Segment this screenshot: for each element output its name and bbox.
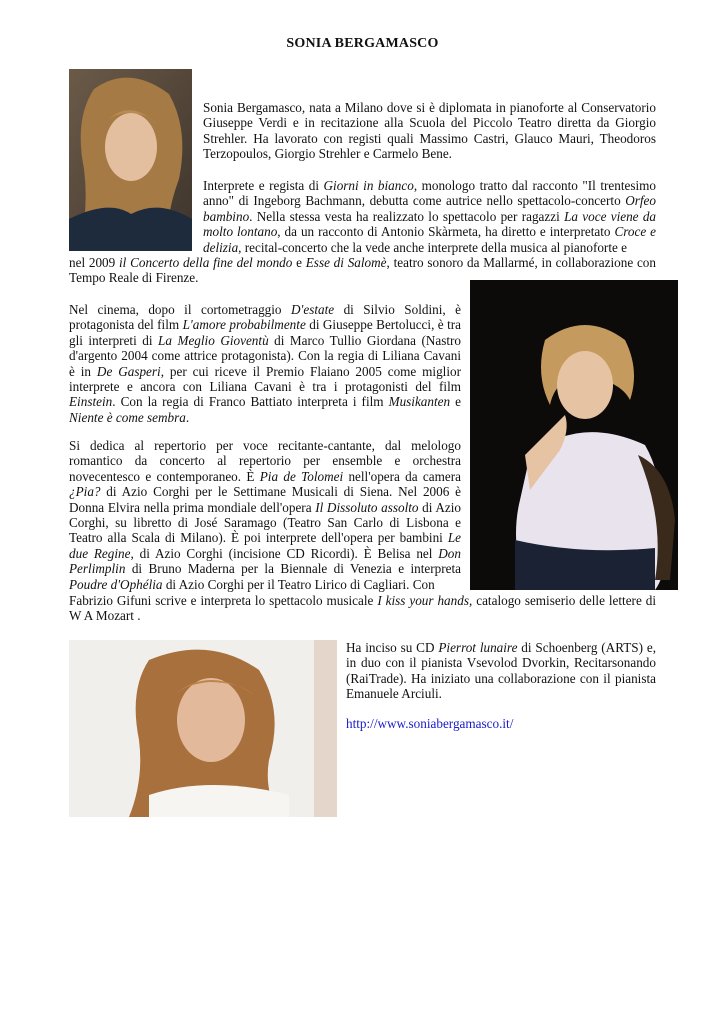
website-link[interactable]: http://www.soniabergamasco.it/ — [346, 716, 514, 731]
bio-paragraph-5: Ha inciso su CD Pierrot lunaire di Schoenberg (ARTS) e, in duo con il pianista Vsevolod Dvorkin, Recitarsonando (RaiTrade). Ha iniziato una collaborazione con il pianista Emanuele Arciuli. — [346, 640, 656, 702]
portrait-photo-1 — [69, 69, 192, 251]
bio-paragraph-1: Sonia Bergamasco, nata a Milano dove si è diplomata in pianoforte al Conservatorio Giuseppe Verdi e in recitazione alla Scuola del Piccolo Teatro diretta da Giorgio Strehler. Ha lavorato con registi quali Massimo Castri, Glauco Mauri, Theodoros Terzopoulos, Giorgio Strehler e Carmelo Bene. — [203, 100, 656, 162]
bio-paragraph-4-end: Fabrizio Gifuni scrive e interpreta lo spettacolo musicale I kiss your hands, catalogo semiserio delle lettere di W A Mozart . — [69, 593, 656, 624]
bio-paragraph-3: Nel cinema, dopo il cortometraggio D'estate di Silvio Soldini, è protagonista del film L'amore probabilmente di Giuseppe Bertolucci, è tra gli interpreti di La Meglio Gioventù di Marco Tullio Giordana (Nastro d'argento 2004 come attrice protagonista). Con la regia di Liliana Cavani è in De Gasperi, per cui riceve il Premio Flaiano 2005 come miglior interprete e ancora con Liliana Cavani è tra i protagonisti del film Einstein. Con la regia di Franco Battiato interpreta i film Musikanten e Niente è come sembra. — [69, 302, 462, 425]
portrait-photo-3 — [69, 640, 337, 817]
page-title: SONIA BERGAMASCO — [286, 36, 439, 51]
bio-paragraph-4: Si dedica al repertorio per voce recitante-cantante, dal melologo romantico da concerto al repertorio per ensemble e orchestra novecentesco e contemporaneo. È Pia de Tolomei nell'opera da camera ¿Pia? di Azio Corghi per le Settimane Musicali di Siena. Nel 2006 è Donna Elvira nella prima mondiale dell'opera Il Dissoluto assolto di Azio Corghi, su libretto di José Saramago (Teatro San Carlo di Lisbona e Teatro alla Scala di Milano). È poi interprete dell'opera per bambini Le due Regine, di Azio Corghi (incisione CD Ricordi). È Belisa nel Don Perlimplin di Bruno Maderna per la Biennale di Venezia e interpreta Poudre d'Ophélia di Azio Corghi per il Teatro Lirico di Cagliari. Con — [69, 438, 462, 592]
portrait-photo-2 — [470, 280, 678, 590]
website-link-wrap — [346, 716, 656, 731]
bio-paragraph-2: Interprete e regista di Giorni in bianco, monologo tratto dal racconto "Il trentesimo anno" di Ingeborg Bachmann, debutta come autrice nello spettacolo-concerto Orfeo bambino. Nella stessa vesta ha realizzato lo spettacolo per ragazzi La voce viene da molto lontano, da un racconto di Antonio Skàrmeta, ha diretto e interpretato Croce e delizia, recital-concerto che la vede anche interprete della musica al pianoforte e — [203, 178, 657, 255]
bio-paragraph-2-end: nel 2009 il Concerto della fine del mondo e Esse di Salomè, teatro sonoro da Mallarmé, in collaborazione con Tempo Reale di Firenze. — [69, 255, 656, 286]
